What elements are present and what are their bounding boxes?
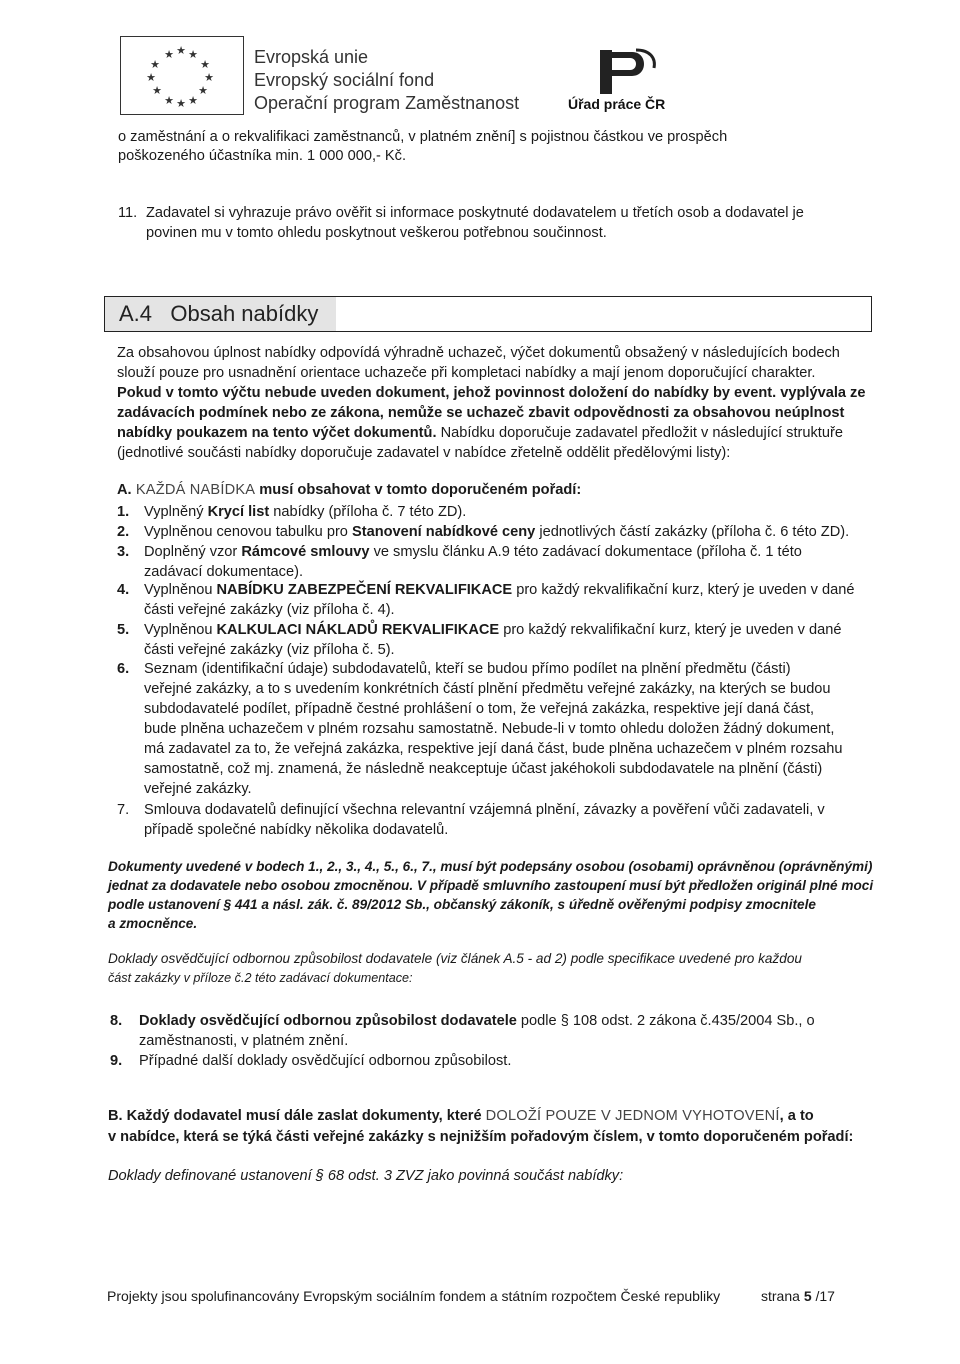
list-a-item-1-number: 1. bbox=[117, 504, 130, 520]
note-line-1: Dokumenty uvedené v bodech 1., 2., 3., 4., 5., 6., 7., musí být podepsány osobou (osobami) oprávněnou (oprávněnými) bbox=[108, 859, 873, 874]
section-title: A.4 Obsah nabídky bbox=[119, 301, 319, 326]
svg-text:★: ★ bbox=[146, 71, 156, 84]
para-line-4: zadávacích podmínek nebo ze zákona, nemůže se uchazeč zbavit odpovědnosti za obsahovou neúplnost bbox=[117, 405, 845, 421]
svg-text:★: ★ bbox=[200, 58, 210, 71]
esf-title: Evropský sociální fond bbox=[254, 70, 435, 90]
para-line-6: (jednotlivé součásti nabídky doporučuje zadavatel v nabídce zřetelně oddělit předělovými listy): bbox=[117, 445, 731, 461]
para-line-3: Pokud v tomto výčtu nebude uveden dokument, jehož povinnost doložení do nabídky by event. vyplývala ze bbox=[117, 385, 866, 401]
note-line-4: a zmocněnce. bbox=[108, 916, 198, 931]
list-a-item-3-number: 3. bbox=[117, 544, 130, 560]
list-b-line-1: B. Každý dodavatel musí dále zaslat dokumenty, které DOLOŽÍ POUZE V JEDNOM VYHOTOVENÍ, a to bbox=[108, 1108, 814, 1124]
list-a-item-7-number: 7. bbox=[117, 802, 130, 818]
svg-text:★: ★ bbox=[164, 94, 174, 107]
svg-text:★: ★ bbox=[176, 44, 186, 57]
list-a-heading: A. KAŽDÁ NABÍDKA musí obsahovat v tomto doporučeném pořadí: bbox=[117, 482, 582, 498]
urad-prace-name: Úřad práce ČR bbox=[568, 96, 666, 112]
para-line-5: nabídky poukazem na tento výčet dokumentů. Nabídku doporučuje zadavatel předložit v následující struktuře bbox=[117, 425, 843, 441]
doklady-line-1: Doklady osvědčující odbornou způsobilost dodavatele (viz článek A.5 - ad 2) podle specifikace uvedené pro každou bbox=[108, 951, 802, 966]
list-a-item-7-line-1: Smlouva dodavatelů definující všechna relevantní vzájemná plnění, závazky a pověření vůči zadavateli, v bbox=[144, 802, 825, 818]
list-a-item-4-number: 4. bbox=[117, 582, 130, 598]
list-a-item-6-line-3: subdodavatelé podílet, případně čestné prohlášení o tom, že veřejná zakázka, respektive její daná část, bbox=[144, 701, 815, 717]
list-a-item-7-line-2: případě společné nabídky několika dodavatelů. bbox=[144, 822, 449, 838]
svg-text:★: ★ bbox=[152, 84, 162, 97]
list-a-item-1: Vyplněný Krycí list nabídky (příloha č. 7 této ZD). bbox=[144, 504, 467, 520]
item-11-number: 11. bbox=[118, 205, 138, 221]
list-a-item-5: Vyplněnou KALKULACI NÁKLADŮ REKVALIFIKACE pro každý rekvalifikační kurz, který je uveden v dané bbox=[144, 622, 842, 638]
item-9-number: 9. bbox=[110, 1053, 123, 1069]
page-number: strana 5 /17 bbox=[761, 1288, 835, 1304]
intro-line-2: poškozeného účastníka min. 1 000 000,- Kč. bbox=[118, 148, 406, 164]
eu-stars-icon bbox=[121, 37, 242, 113]
svg-text:★: ★ bbox=[164, 48, 174, 61]
list-a-item-6-line-5: má zadavatel za to, že veřejná zakázka, respektive její daná část, bude plněna uchazečem v plném rozsahu bbox=[144, 741, 843, 757]
svg-text:★: ★ bbox=[176, 97, 186, 110]
footer-text: Projekty jsou spolufinancovány Evropským sociálním fondem a státním rozpočtem České republiky bbox=[107, 1288, 721, 1304]
list-a-item-6-line-7: veřejné zakázky. bbox=[144, 781, 252, 797]
op-title: Operační program Zaměstnanost bbox=[254, 93, 520, 113]
note-line-3: podle ustanovení § 441 a násl. zák. č. 89/2012 Sb., občanský zákoník, s úředně ověřenými podpisy zmocnitele bbox=[108, 897, 816, 912]
para-line-1: Za obsahovou úplnost nabídky odpovídá výhradně uchazeč, výčet dokumentů obsažený v následujících bodech bbox=[117, 345, 840, 361]
svg-text:★: ★ bbox=[150, 58, 160, 71]
svg-text:★: ★ bbox=[188, 94, 198, 107]
para-line-2: slouží pouze pro usnadnění orientace uchazeče při kompletaci nabídky a mají jenom doporučující charakter. bbox=[117, 365, 816, 381]
list-a-item-4-cont: části veřejné zakázky (viz příloha č. 4). bbox=[144, 602, 395, 618]
eu-title: Evropská unie bbox=[254, 47, 369, 67]
note-line-2: jednat za dodavatele nebo osobou zmocněnou. V případě smluvního zastoupení musí být předložen originál plné moci bbox=[108, 878, 874, 893]
svg-text:★: ★ bbox=[188, 48, 198, 61]
list-a-item-6-line-1: Seznam (identifikační údaje) subdodavatelů, kteří se budou přímo podílet na plnění předmětu (části) bbox=[144, 661, 791, 677]
intro-line-1: o zaměstnání a o rekvalifikaci zaměstnanců, v platném znění] s pojistnou částkou ve prospěch bbox=[118, 129, 728, 145]
list-a-item-3: Doplněný vzor Rámcové smlouvy ve smyslu článku A.9 této zadávací dokumentace (příloha č. 1 této bbox=[144, 544, 802, 560]
item-11-line-2: povinen mu v tomto ohledu poskytnout veškerou potřebnou součinnost. bbox=[146, 225, 607, 241]
list-a-item-2-number: 2. bbox=[117, 524, 130, 540]
list-a-item-5-number: 5. bbox=[117, 622, 130, 638]
list-a-item-6-number: 6. bbox=[117, 661, 130, 677]
list-b-line-2: v nabídce, která se týká části veřejné zakázky s nejnižším pořadovým číslem, v tomto doporučeném pořadí: bbox=[108, 1129, 854, 1145]
list-a-item-4: Vyplněnou NABÍDKU ZABEZPEČENÍ REKVALIFIKACE pro každý rekvalifikační kurz, který je uveden v dané bbox=[144, 582, 855, 598]
list-a-item-2: Vyplněnou cenovou tabulku pro Stanovení nabídkové ceny jednotlivých částí zakázky (příloha č. 6 této ZD). bbox=[144, 524, 850, 540]
eu-flag-logo bbox=[120, 36, 244, 115]
doklady-line-2: část zakázky v příloze č.2 této zadávací dokumentace: bbox=[108, 971, 413, 985]
urad-prace-logo-icon bbox=[592, 44, 662, 96]
last-line: Doklady definované ustanovení § 68 odst. 3 ZVZ jako povinná součást nabídky: bbox=[108, 1168, 624, 1184]
item-8-line-2: zaměstnanosti, v platném znění. bbox=[139, 1033, 349, 1049]
list-a-item-3-cont: zadávací dokumentace). bbox=[144, 564, 303, 580]
item-9-line-1: Případné další doklady osvědčující odbornou způsobilost. bbox=[139, 1053, 512, 1069]
list-a-item-6-line-2: veřejné zakázky, a to s uvedením konkrétních částí plnění předmětu veřejné zakázky, na kterých se budou bbox=[144, 681, 831, 697]
item-8-line-1: Doklady osvědčující odbornou způsobilost dodavatele podle § 108 odst. 2 zákona č.435/2004 Sb., o bbox=[139, 1013, 815, 1029]
item-8-number: 8. bbox=[110, 1013, 123, 1029]
svg-text:★: ★ bbox=[198, 84, 208, 97]
list-a-item-6-line-4: bude plněna uchazečem v plném rozsahu samostatně. Nebude-li v tomto ohledu doložen žádný dokument, bbox=[144, 721, 835, 737]
svg-text:★: ★ bbox=[204, 71, 214, 84]
item-11-line-1: Zadavatel si vyhrazuje právo ověřit si informace poskytnuté dodavatelem u třetích osob a dodavatel je bbox=[146, 205, 804, 221]
list-a-item-6-line-6: samostatně, což mj. znamená, že následně neakceptuje účast jakéhokoli subdodavatele na plnění (části) bbox=[144, 761, 823, 777]
list-a-item-5-cont: části veřejné zakázky (viz příloha č. 5). bbox=[144, 642, 395, 658]
